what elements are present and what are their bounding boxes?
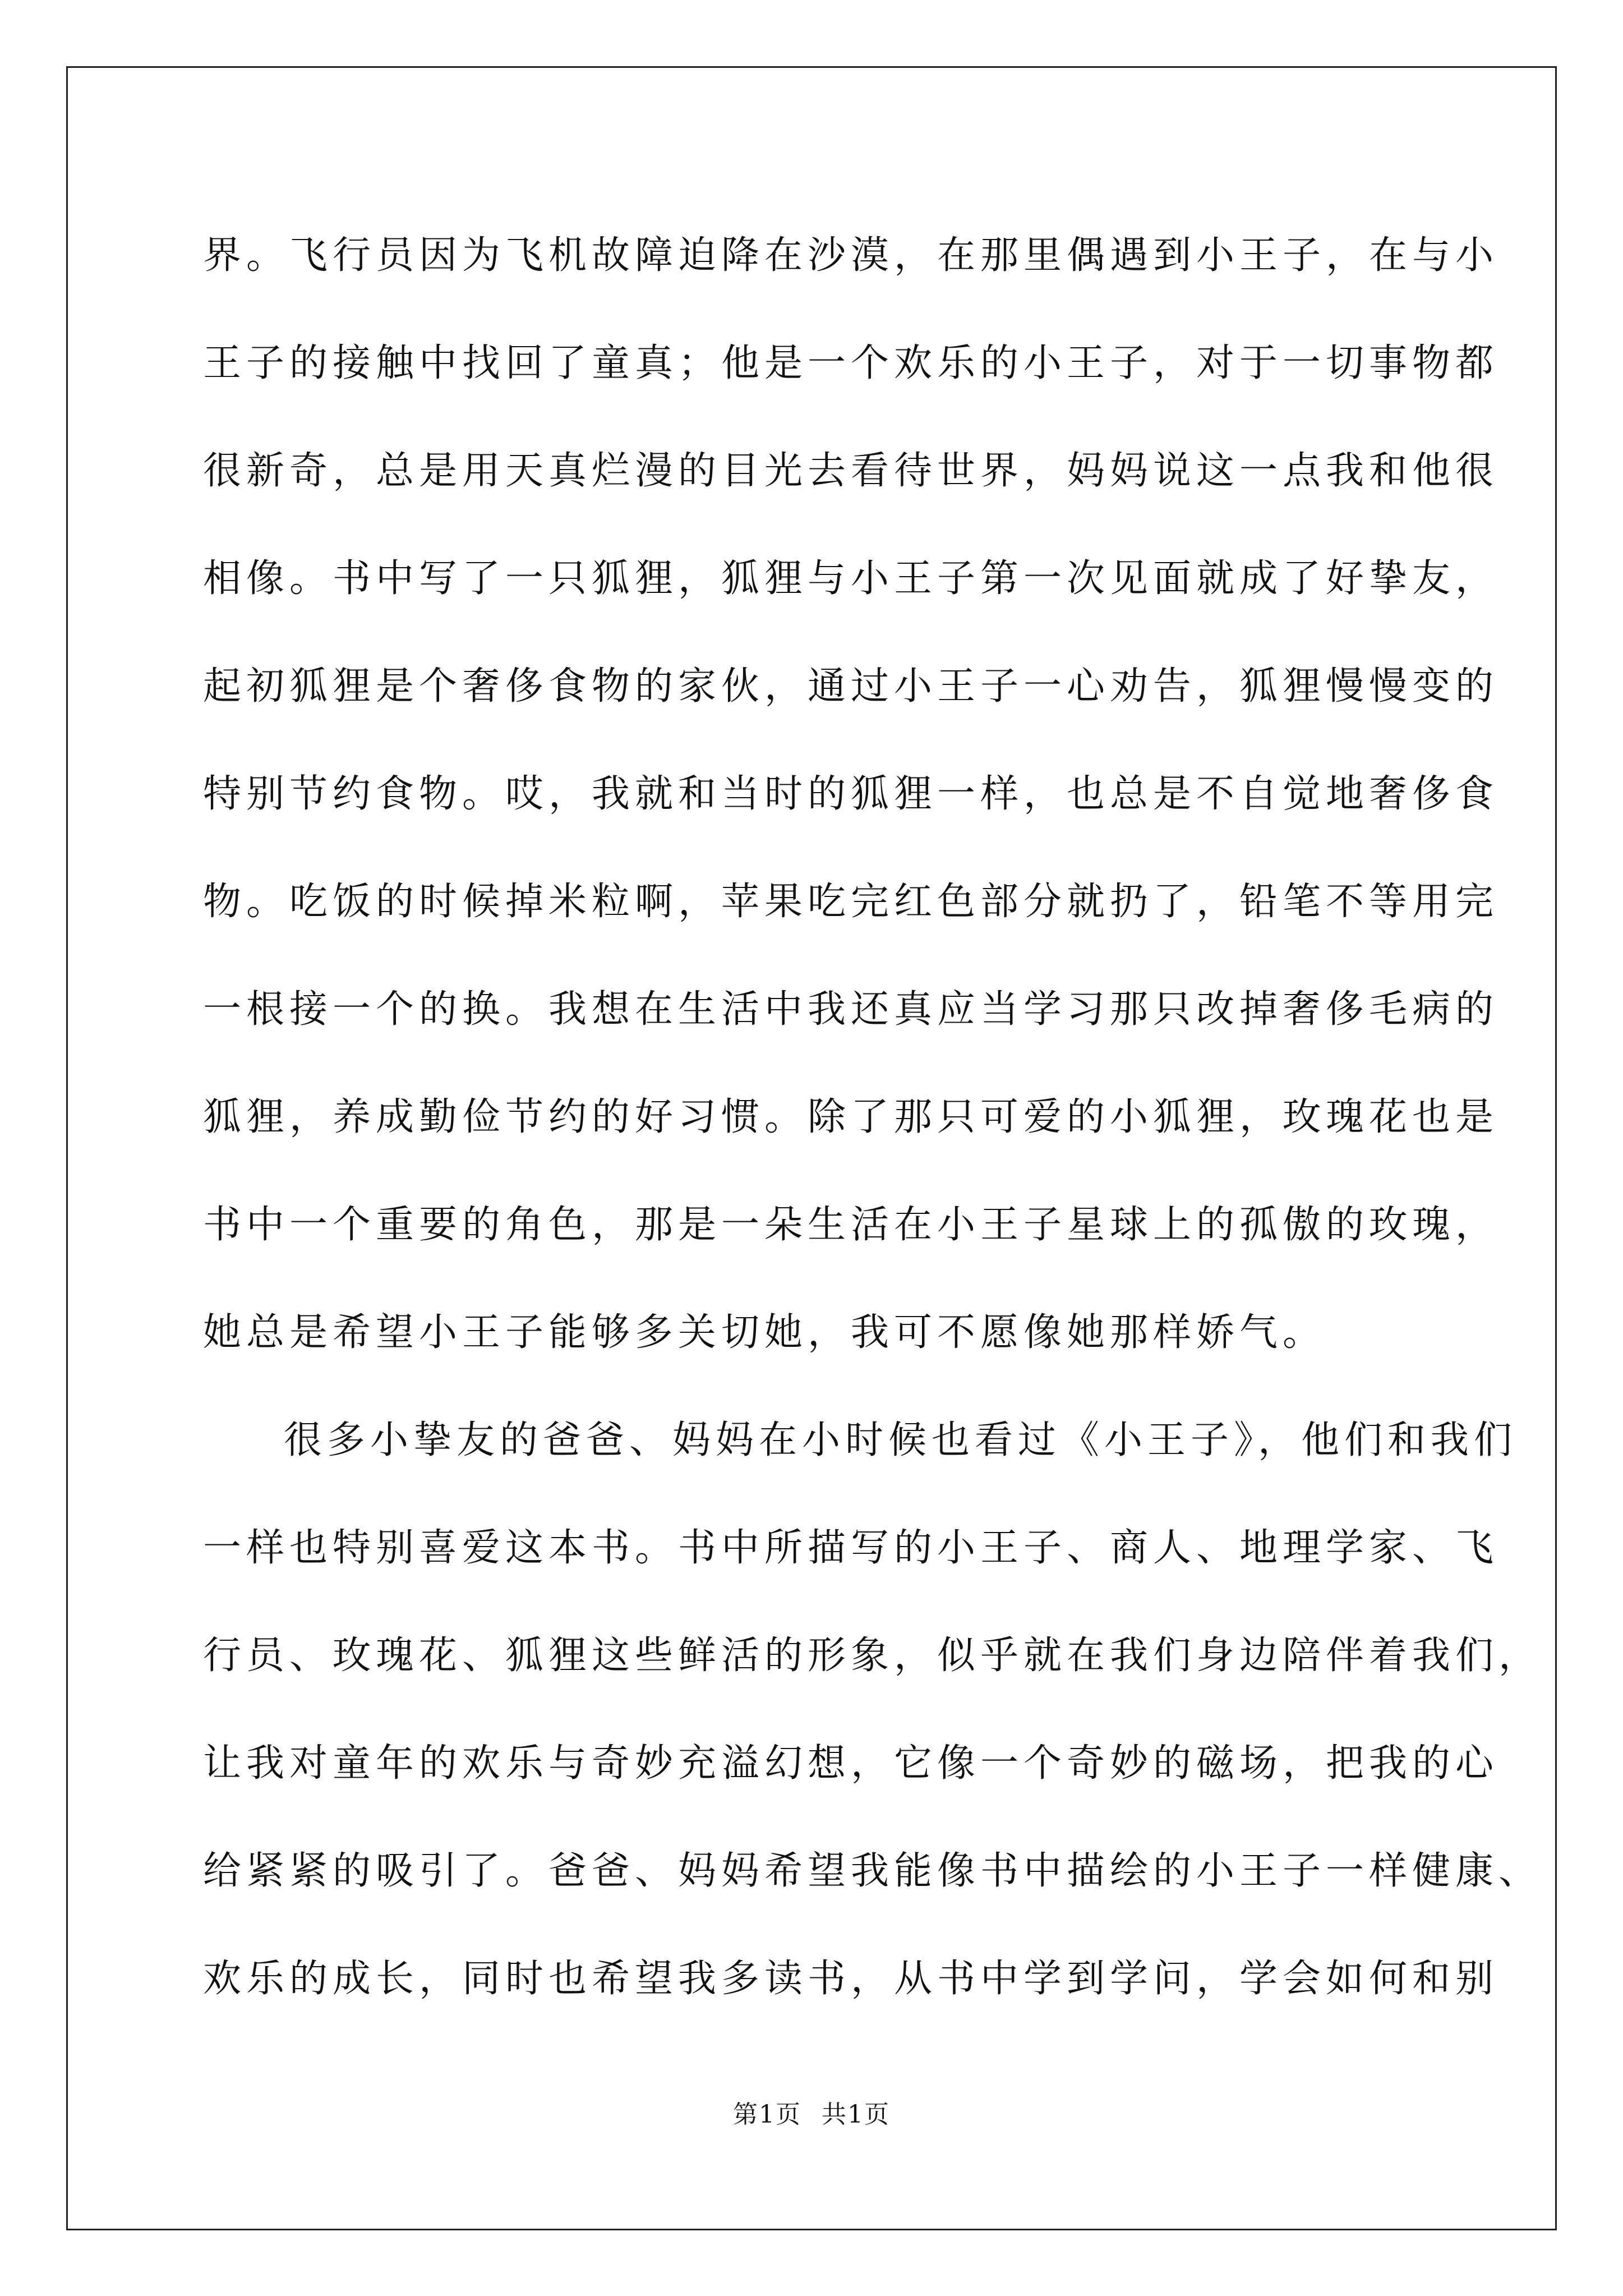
- text-line: 行员、玫瑰花、狐狸这些鲜活的形象，似乎就在我们身边陪伴着我们，: [203, 1634, 1542, 1678]
- page-number: 第1页: [733, 2100, 801, 2129]
- text-line: 她总是希望小王子能够多关切她，我可不愿像她那样娇气。: [203, 1310, 1326, 1355]
- text-line: 王子的接触中找回了童真；他是一个欢乐的小王子，对于一切事物都: [203, 341, 1499, 385]
- text-line: 物。吃饭的时候掉米粒啊，苹果吃完红色部分就扔了，铅笔不等用完: [203, 880, 1499, 924]
- page-footer: [0, 2098, 1623, 2132]
- text-line: 起初狐狸是个奢侈食物的家伙，通过小王子一心劝告，狐狸慢慢变的: [203, 664, 1499, 708]
- text-line: 一根接一个的换。我想在生活中我还真应当学习那只改掉奢侈毛病的: [203, 987, 1499, 1032]
- text-line: 狐狸，养成勤俭节约的好习惯。除了那只可爱的小狐狸，玫瑰花也是: [203, 1095, 1499, 1139]
- text-line: 书中一个重要的角色，那是一朵生活在小王子星球上的孤傲的玫瑰，: [203, 1203, 1499, 1247]
- text-line: 特别节约食物。哎，我就和当时的狐狸一样，也总是不自觉地奢侈食: [203, 772, 1499, 816]
- document-body: [203, 220, 1542, 2051]
- text-line: 让我对童年的欢乐与奇妙充溢幻想，它像一个奇妙的磁场，把我的心: [203, 1741, 1499, 1786]
- page-total: 共1页: [822, 2100, 890, 2129]
- text-line: 相像。书中写了一只狐狸，狐狸与小王子第一次见面就成了好挚友，: [203, 556, 1499, 601]
- paragraph-start-line: 很多小挚友的爸爸、妈妈在小时候也看过《小王子》，他们和我们: [284, 1418, 1518, 1462]
- text-line: 界。飞行员因为飞机故障迫降在沙漠，在那里偶遇到小王子，在与小: [203, 233, 1499, 278]
- text-line: 一样也特别喜爱这本书。书中所描写的小王子、商人、地理学家、飞: [203, 1526, 1499, 1570]
- text-line: 很新奇，总是用天真烂漫的目光去看待世界，妈妈说这一点我和他很: [203, 449, 1499, 493]
- text-line: 给紧紧的吸引了。爸爸、妈妈希望我能像书中描绘的小王子一样健康、: [203, 1849, 1542, 1893]
- text-line: 欢乐的成长，同时也希望我多读书，从书中学到学问，学会如何和别: [203, 1957, 1499, 2001]
